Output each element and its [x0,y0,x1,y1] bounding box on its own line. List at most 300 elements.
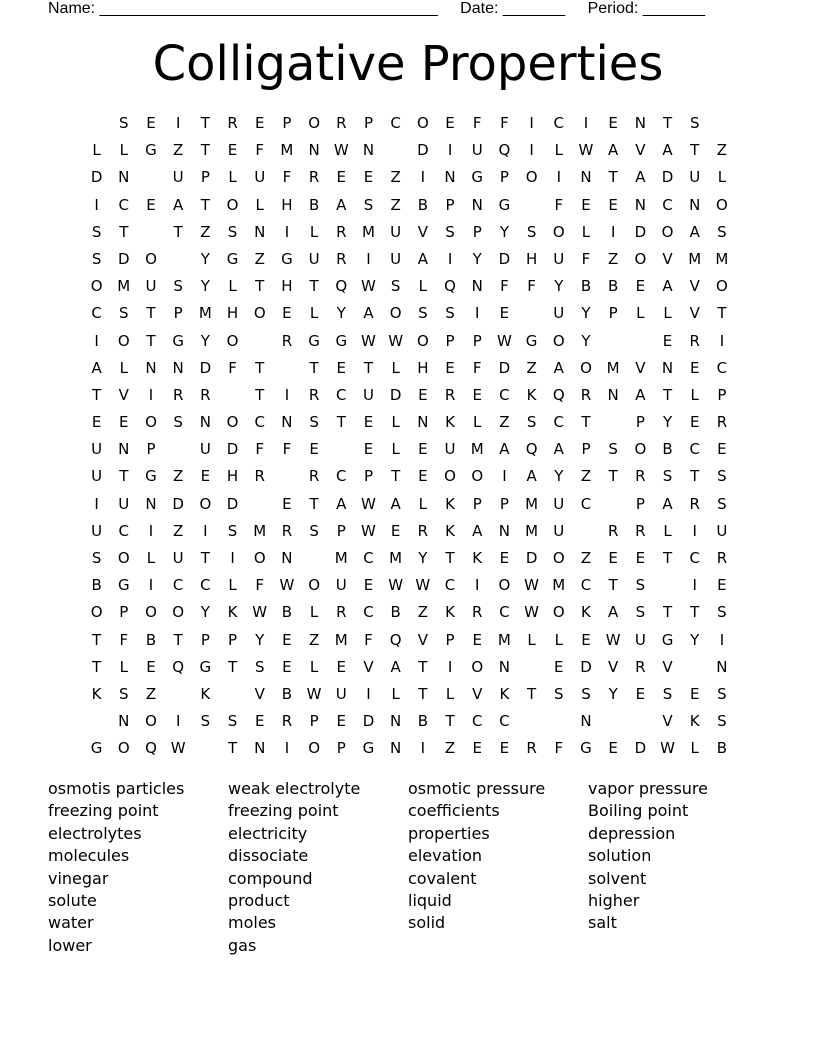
grid-letter[interactable]: Y [554,277,564,296]
grid-letter[interactable]: S [662,467,673,486]
grid-letter[interactable]: O [90,277,103,296]
grid-letter[interactable]: S [254,657,265,676]
grid-letter[interactable]: E [499,304,510,323]
grid-letter[interactable] [518,708,545,735]
grid-letter[interactable]: R [580,385,592,404]
grid-letter[interactable]: E [336,358,347,377]
grid-letter[interactable]: U [91,521,103,540]
grid-letter[interactable]: S [227,712,238,731]
grid-letter[interactable]: I [148,521,154,540]
grid-letter[interactable]: R [635,657,646,676]
grid-letter[interactable]: G [281,249,293,268]
grid-letter[interactable]: M [688,249,702,268]
grid-letter[interactable]: U [362,385,374,404]
grid-letter[interactable]: N [580,712,592,731]
grid-letter[interactable]: E [119,413,129,432]
grid-letter[interactable]: M [334,630,348,649]
grid-letter[interactable]: F [554,739,564,758]
grid-letter[interactable]: E [608,114,618,132]
grid-letter[interactable]: G [335,331,348,350]
grid-letter[interactable]: M [117,277,131,296]
grid-letter[interactable]: S [717,684,727,703]
grid-letter[interactable]: A [417,249,428,268]
grid-letter[interactable]: P [336,521,346,540]
grid-letter[interactable]: U [308,249,320,268]
grid-letter[interactable] [654,572,681,599]
grid-letter[interactable]: C [118,195,130,214]
grid-letter[interactable]: L [119,657,128,676]
grid-letter[interactable]: B [281,603,293,622]
grid-letter[interactable]: Q [498,141,511,160]
grid-letter[interactable]: N [172,358,184,377]
grid-letter[interactable]: Z [580,467,592,486]
grid-letter[interactable]: U [716,521,728,540]
grid-letter[interactable]: P [445,630,455,649]
grid-letter[interactable]: P [282,114,292,132]
grid-letter[interactable]: E [472,739,482,758]
grid-letter[interactable]: A [662,277,673,296]
grid-letter[interactable]: I [692,521,697,540]
grid-letter[interactable]: N [118,440,130,459]
grid-letter[interactable]: C [662,195,673,214]
grid-letter[interactable]: E [363,413,374,432]
grid-letter[interactable]: E [363,440,374,459]
grid-letter[interactable]: M [525,521,539,540]
grid-letter[interactable]: T [608,467,618,486]
grid-letter[interactable]: W [415,576,431,595]
grid-letter[interactable]: O [172,603,185,622]
grid-letter[interactable]: N [145,494,157,513]
grid-letter[interactable]: F [364,630,373,649]
grid-letter[interactable]: L [309,603,319,622]
grid-letter[interactable]: D [498,249,511,268]
grid-letter[interactable]: U [335,684,347,703]
grid-letter[interactable]: T [146,304,156,323]
grid-letter[interactable]: S [608,440,618,459]
grid-letter[interactable]: K [526,385,537,404]
grid-letter[interactable]: I [719,331,725,350]
grid-letter[interactable]: Z [308,630,320,649]
grid-letter[interactable]: F [255,141,265,160]
grid-letter[interactable]: D [498,358,511,377]
grid-letter[interactable]: A [390,494,401,513]
grid-letter[interactable]: E [146,114,156,132]
grid-letter[interactable]: I [284,739,290,758]
grid-letter[interactable]: H [525,249,538,268]
grid-letter[interactable]: B [716,739,728,758]
grid-letter[interactable]: V [662,249,673,268]
grid-letter[interactable]: N [498,521,511,540]
grid-letter[interactable]: S [227,222,238,241]
grid-letter[interactable]: U [390,222,402,241]
grid-letter[interactable]: U [471,141,483,160]
grid-letter[interactable]: U [444,440,456,459]
grid-letter[interactable]: E [554,657,564,676]
grid-letter[interactable]: E [472,630,482,649]
grid-letter[interactable] [382,137,409,164]
grid-letter[interactable]: C [363,603,374,622]
grid-letter[interactable]: R [336,249,347,268]
grid-letter[interactable]: R [200,385,211,404]
grid-letter[interactable]: A [608,141,619,160]
grid-letter[interactable]: F [119,630,129,649]
grid-letter[interactable]: A [553,440,564,459]
grid-letter[interactable]: O [552,603,565,622]
grid-letter[interactable]: N [145,358,157,377]
grid-letter[interactable]: Y [581,331,591,350]
grid-letter[interactable]: S [662,684,673,703]
grid-letter[interactable]: K [445,494,455,513]
grid-letter[interactable]: M [280,141,294,160]
grid-letter[interactable]: C [254,413,265,432]
grid-letter[interactable]: A [91,358,102,377]
grid-letter[interactable]: R [689,494,700,513]
grid-letter[interactable]: T [662,549,673,567]
grid-letter[interactable]: R [281,521,293,540]
grid-letter[interactable] [627,328,654,355]
grid-letter[interactable]: U [172,549,184,567]
grid-letter[interactable]: V [635,358,646,377]
grid-letter[interactable]: P [363,114,373,132]
grid-letter[interactable]: P [635,413,645,432]
grid-letter[interactable]: R [336,114,347,132]
grid-letter[interactable]: W [388,576,404,595]
grid-letter[interactable]: M [497,630,511,649]
grid-letter[interactable]: N [281,413,293,432]
grid-letter[interactable]: O [253,549,266,567]
grid-letter[interactable]: P [445,331,455,350]
grid-letter[interactable]: T [227,739,238,758]
grid-letter[interactable]: Y [690,630,700,649]
grid-letter[interactable]: C [172,576,184,595]
grid-letter[interactable]: L [418,494,428,513]
grid-letter[interactable]: C [118,521,130,540]
grid-letter[interactable]: C [553,114,565,132]
grid-letter[interactable]: I [529,141,534,160]
grid-letter[interactable]: E [418,467,428,486]
grid-letter[interactable]: I [94,195,99,214]
grid-letter[interactable]: S [445,304,455,323]
grid-letter[interactable]: N [634,114,646,132]
grid-letter[interactable]: E [146,195,156,214]
grid-letter[interactable]: I [502,467,507,486]
grid-letter[interactable]: W [333,141,349,160]
grid-letter[interactable]: O [253,304,266,323]
grid-letter[interactable]: Z [145,684,157,703]
grid-letter[interactable]: B [390,603,401,622]
grid-letter[interactable]: R [254,467,265,486]
grid-letter[interactable]: A [526,467,537,486]
grid-letter[interactable]: A [635,385,646,404]
grid-letter[interactable]: Q [552,385,565,404]
grid-letter[interactable] [137,219,164,246]
grid-letter[interactable]: E [282,304,292,323]
grid-letter[interactable]: P [499,168,509,187]
grid-letter[interactable]: A [363,304,374,323]
grid-letter[interactable]: A [553,358,564,377]
grid-letter[interactable]: E [689,413,700,432]
grid-letter[interactable]: A [390,657,401,676]
grid-letter[interactable]: O [552,331,565,350]
grid-letter[interactable]: R [526,739,537,758]
grid-letter[interactable]: I [230,549,235,567]
grid-letter[interactable]: G [308,331,320,350]
grid-letter[interactable]: I [94,494,99,513]
grid-letter[interactable]: D [90,168,103,187]
grid-letter[interactable] [165,681,192,708]
grid-letter[interactable]: S [91,549,102,567]
grid-letter[interactable]: Z [173,521,184,540]
grid-letter[interactable]: E [146,657,156,676]
grid-letter[interactable]: E [635,277,646,296]
grid-letter[interactable]: E [336,712,347,731]
grid-letter[interactable]: L [391,440,400,459]
grid-letter[interactable] [518,654,545,681]
grid-letter[interactable]: O [226,195,239,214]
grid-letter[interactable]: K [472,549,483,567]
grid-letter[interactable]: R [281,331,293,350]
grid-letter[interactable]: L [309,304,319,323]
grid-letter[interactable]: Z [390,168,401,187]
grid-letter[interactable]: R [635,521,646,540]
grid-letter[interactable]: I [284,385,290,404]
grid-letter[interactable]: N [254,739,266,758]
grid-letter[interactable]: K [581,603,591,622]
grid-letter[interactable]: L [228,576,237,595]
grid-letter[interactable]: F [472,358,482,377]
grid-letter[interactable]: K [445,521,455,540]
grid-letter[interactable]: R [308,385,320,404]
grid-letter[interactable]: F [500,114,509,132]
grid-letter[interactable] [137,164,164,191]
grid-letter[interactable]: K [91,684,102,703]
grid-letter[interactable]: O [145,712,157,731]
grid-letter[interactable]: I [447,657,453,676]
grid-letter[interactable]: K [200,684,211,703]
grid-letter[interactable]: Z [417,603,428,622]
grid-letter[interactable]: G [661,630,674,649]
grid-letter[interactable]: D [118,249,130,268]
grid-letter[interactable]: O [145,603,157,622]
grid-letter[interactable] [518,300,545,327]
grid-letter[interactable]: I [583,114,589,132]
grid-letter[interactable]: G [199,657,212,676]
grid-letter[interactable]: N [607,385,619,404]
grid-letter[interactable]: V [689,277,700,296]
grid-letter[interactable]: C [580,494,592,513]
grid-letter[interactable]: R [336,603,347,622]
grid-letter[interactable] [165,246,192,273]
grid-letter[interactable]: E [689,684,700,703]
grid-letter[interactable]: S [717,603,727,622]
grid-letter[interactable]: T [255,385,265,404]
grid-letter[interactable]: L [119,141,128,160]
grid-letter[interactable] [600,328,627,355]
grid-letter[interactable] [600,409,627,436]
grid-letter[interactable]: U [199,440,211,459]
grid-letter[interactable]: I [203,521,208,540]
grid-letter[interactable]: U [118,494,130,513]
grid-letter[interactable]: I [529,114,534,132]
grid-letter[interactable]: N [118,168,130,187]
grid-letter[interactable]: T [418,684,428,703]
grid-letter[interactable]: I [447,141,453,160]
grid-letter[interactable]: Y [418,549,428,567]
grid-letter[interactable]: N [254,222,266,241]
grid-letter[interactable]: W [361,494,376,513]
grid-letter[interactable]: P [336,739,346,758]
grid-letter[interactable]: P [581,440,591,459]
grid-letter[interactable]: Y [581,304,591,323]
grid-letter[interactable]: T [581,413,591,432]
grid-letter[interactable]: L [391,684,400,703]
grid-letter[interactable]: K [499,684,510,703]
grid-letter[interactable]: E [282,657,292,676]
grid-letter[interactable]: Z [608,249,619,268]
grid-letter[interactable]: R [472,603,483,622]
grid-letter[interactable]: D [362,712,375,731]
grid-letter[interactable]: V [417,630,428,649]
grid-letter[interactable]: H [417,358,429,377]
grid-letter[interactable]: G [145,141,157,160]
grid-letter[interactable]: W [361,331,376,350]
grid-letter[interactable]: O [145,249,157,268]
grid-letter[interactable]: Z [254,249,265,268]
grid-letter[interactable]: E [282,630,292,649]
grid-letter[interactable]: R [607,521,619,540]
grid-letter[interactable]: O [308,114,320,132]
grid-letter[interactable]: N [580,168,592,187]
grid-letter[interactable]: N [362,141,375,160]
grid-letter[interactable]: O [498,576,511,595]
grid-letter[interactable]: S [445,222,455,241]
grid-letter[interactable]: I [94,331,99,350]
grid-letter[interactable] [572,518,599,545]
grid-letter[interactable]: I [420,739,426,758]
grid-letter[interactable]: S [418,304,428,323]
grid-letter[interactable] [600,491,627,518]
grid-letter[interactable]: D [634,222,647,241]
grid-letter[interactable]: T [200,549,210,567]
grid-letter[interactable]: W [170,739,186,758]
grid-letter[interactable]: A [689,222,700,241]
date-field[interactable]: Date: _______ [460,0,566,17]
grid-letter[interactable]: N [689,195,701,214]
grid-letter[interactable]: H [281,195,293,214]
grid-letter[interactable]: O [552,549,565,567]
grid-letter[interactable]: V [363,657,374,676]
grid-letter[interactable]: E [418,440,428,459]
grid-letter[interactable]: T [200,195,210,214]
grid-letter[interactable]: M [606,358,620,377]
grid-letter[interactable]: D [389,385,402,404]
grid-letter[interactable]: N [444,168,456,187]
grid-letter[interactable]: R [689,331,700,350]
grid-letter[interactable]: T [445,549,455,567]
grid-letter[interactable]: Y [200,277,210,296]
grid-letter[interactable]: Y [662,413,673,432]
grid-letter[interactable]: K [689,712,700,731]
grid-letter[interactable] [219,382,246,409]
grid-letter[interactable]: T [690,141,700,160]
grid-letter[interactable]: E [91,413,102,432]
grid-letter[interactable]: L [663,304,672,323]
grid-letter[interactable]: Z [173,467,184,486]
grid-letter[interactable]: W [388,331,404,350]
grid-letter[interactable]: F [255,576,265,595]
grid-letter[interactable]: W [524,576,540,595]
grid-letter[interactable]: Y [499,222,509,241]
grid-letter[interactable]: L [309,657,319,676]
grid-letter[interactable]: S [717,222,727,241]
grid-letter[interactable]: O [471,657,484,676]
grid-letter[interactable]: N [308,141,320,160]
grid-letter[interactable]: T [717,304,727,323]
grid-letter[interactable]: V [472,684,483,703]
grid-letter[interactable]: O [226,413,239,432]
grid-letter[interactable]: R [281,712,293,731]
grid-letter[interactable]: K [445,413,455,432]
grid-letter[interactable]: U [91,440,103,459]
grid-letter[interactable]: C [580,576,592,595]
grid-letter[interactable]: D [417,141,429,160]
grid-letter[interactable]: U [172,168,184,187]
grid-letter[interactable]: U [254,168,266,187]
grid-letter[interactable]: U [145,277,157,296]
grid-letter[interactable]: U [553,521,565,540]
grid-letter[interactable]: R [444,385,456,404]
grid-letter[interactable]: E [445,114,455,132]
grid-letter[interactable]: Y [608,684,618,703]
grid-letter[interactable]: F [500,277,509,296]
grid-letter[interactable]: S [119,304,129,323]
grid-letter[interactable]: E [282,494,292,513]
grid-letter[interactable]: Z [200,222,211,241]
grid-letter[interactable]: B [91,576,102,595]
grid-letter[interactable]: C [390,114,401,132]
grid-letter[interactable]: P [146,440,156,459]
grid-letter[interactable]: M [334,549,348,567]
grid-letter[interactable]: N [471,195,483,214]
grid-letter[interactable]: U [689,168,701,187]
grid-letter[interactable]: E [499,549,510,567]
grid-letter[interactable]: C [363,549,374,567]
grid-letter[interactable]: L [581,222,591,241]
grid-letter[interactable]: E [635,684,646,703]
grid-letter[interactable]: I [366,684,371,703]
grid-letter[interactable]: U [553,249,565,268]
grid-letter[interactable]: E [227,141,238,160]
grid-letter[interactable]: G [362,739,375,758]
grid-letter[interactable]: M [525,494,539,513]
grid-letter[interactable]: S [717,467,727,486]
grid-letter[interactable]: N [471,277,483,296]
grid-letter[interactable]: U [634,630,646,649]
grid-letter[interactable]: E [200,467,211,486]
grid-letter[interactable]: T [92,657,102,676]
grid-letter[interactable]: M [253,521,267,540]
grid-letter[interactable]: M [552,576,566,595]
grid-letter[interactable]: A [336,195,347,214]
grid-letter[interactable]: B [281,684,293,703]
grid-letter[interactable]: L [473,413,482,432]
grid-letter[interactable]: W [578,141,594,160]
grid-letter[interactable]: L [228,168,237,187]
grid-letter[interactable]: G [525,331,538,350]
grid-letter[interactable]: R [635,467,646,486]
grid-letter[interactable]: V [608,657,619,676]
grid-letter[interactable]: O [552,222,565,241]
